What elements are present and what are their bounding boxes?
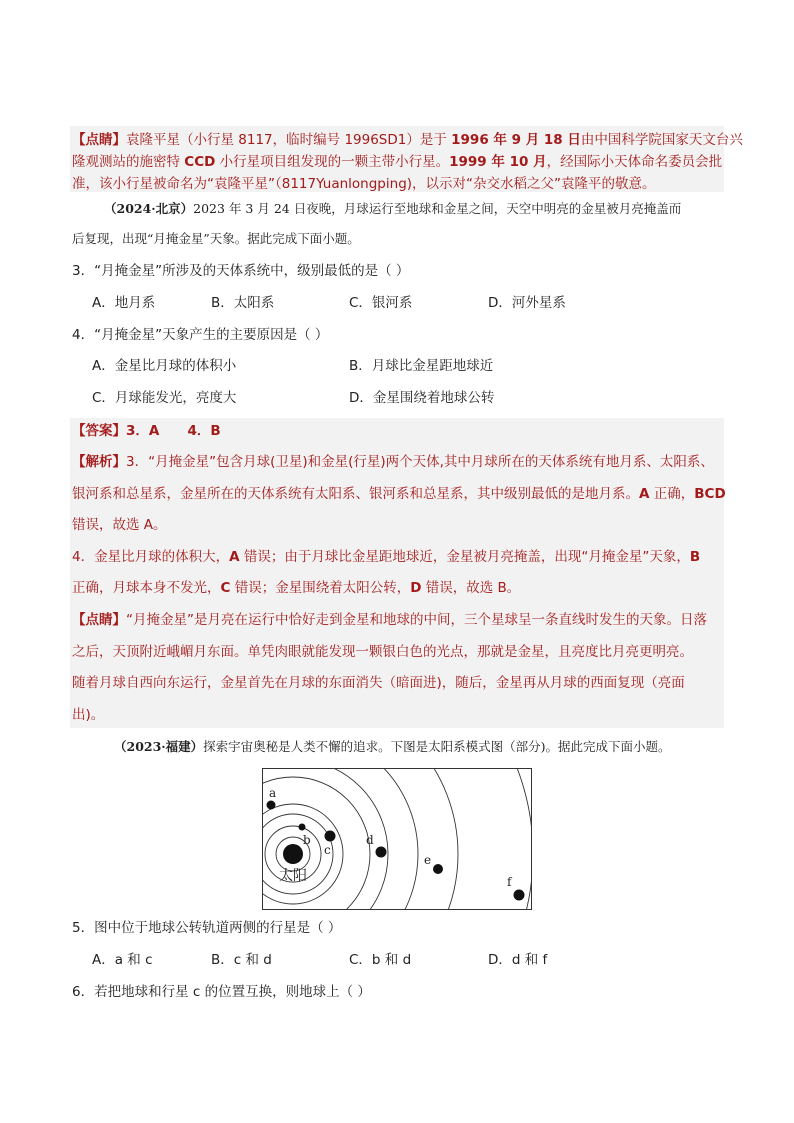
orbit-8 [262, 768, 458, 910]
q3-option-a[interactable]: A．地月系 [92, 295, 156, 311]
sun-label: 太阳 [279, 868, 307, 884]
note-1-line-1: 【点睛】袁隆平星（小行星 8117，临时编号 1996SD1）是于 1996 年 9 月 18 日由中国科学院国家天文台兴 [72, 132, 743, 148]
q3-option-d[interactable]: D．河外星系 [488, 295, 566, 311]
sun [283, 844, 303, 864]
analysis-line-5: 正确，月球本身不发光，C 错误；金星围绕着太阳公转，D 错误，故选 B。 [72, 580, 521, 596]
answer-tag: 【答案】 [72, 423, 126, 439]
analysis-line-4: 4．金星比月球的体积大，A 错误；由于月球比金星距地球近，金星被月亮掩盖，出现“月掩金星”天象，B [72, 549, 701, 565]
note-2-line-4: 出)。 [72, 707, 105, 723]
q4-option-d[interactable]: D．金星围绕着地球公转 [349, 390, 495, 406]
analysis-line-1: 【解析】3．“月掩金星”包含月球(卫星)和金星(行星)两个天体,其中月球所在的天体系统有地月系、太阳系、 [72, 454, 714, 470]
note-1-line-3: 准，该小行星被命名为“袁隆平星”（8117Yuanlongping)，以示对“杂交水稻之父”袁隆平的敬意。 [72, 176, 656, 192]
planet-e [433, 864, 443, 874]
source-tag: （2024·北京） [104, 201, 194, 216]
q5-option-c[interactable]: C．b 和 d [349, 952, 412, 968]
q4-option-a[interactable]: A．金星比月球的体积小 [92, 358, 237, 374]
planet-c-label: c [324, 843, 331, 857]
planet-b [299, 824, 306, 831]
q4-option-b[interactable]: B．月球比金星距地球近 [349, 358, 494, 374]
q3-option-b[interactable]: B．太阳系 [211, 295, 275, 311]
note-1-line-2: 隆观测站的施密特 CCD 小行星项目组发现的一颗主带小行星。1999 年 10 月，经国际小天体命名委员会批 [72, 154, 723, 170]
planet-f [514, 890, 525, 901]
note-2-line-1: 【点睛】“月掩金星”是月亮在运行中恰好走到金星和地球的中间，三个星球呈一条直线时发生的天象。日落 [72, 612, 707, 628]
intro-1-line-2: 后复现，出现“月掩金星”天象。据此完成下面小题。 [72, 231, 360, 246]
q3-option-c[interactable]: C．银河系 [349, 295, 413, 311]
planet-c [325, 831, 336, 842]
question-6: 6．若把地球和行星 c 的位置互换，则地球上（ ） [72, 984, 371, 1000]
question-3: 3．“月掩金星”所涉及的天体系统中，级别最低的是（ ） [72, 263, 410, 279]
orbit-5 [262, 777, 370, 910]
note-2-line-3: 随着月球自西向东运行，金星首先在月球的东面消失（暗面进)，随后，金星再从月球的西面复现（亮面 [72, 675, 685, 691]
q4-option-c[interactable]: C．月球能发光，亮度大 [92, 390, 237, 406]
question-5: 5．图中位于地球公转轨道两侧的行星是（ ） [72, 920, 342, 936]
analysis-tag: 【解析】 [72, 454, 126, 470]
note-tag: 【点睛】 [72, 132, 126, 148]
analysis-line-3: 错误，故选 A。 [72, 517, 167, 533]
planet-f-label: f [507, 875, 512, 889]
q5-option-a[interactable]: A．a 和 c [92, 952, 153, 968]
planet-a-label: a [269, 786, 277, 800]
planet-d-label: d [366, 833, 374, 847]
q5-option-b[interactable]: B．c 和 d [211, 952, 272, 968]
intro-2-line: （2023·福建）探索宇宙奥秘是人类不懈的追求。下图是太阳系模式图（部分)。据此完成下面小题。 [114, 739, 671, 754]
answer-line: 【答案】3．A 4．B [72, 423, 221, 439]
q5-option-d[interactable]: D．d 和 f [488, 952, 548, 968]
source-tag: （2023·福建） [114, 739, 204, 754]
note-2-line-2: 之后，天顶附近峨嵋月东面。单凭肉眼就能发现一颗银白色的光点，那就是金星，且亮度比月亮更明亮。 [72, 644, 693, 660]
planet-e-label: e [424, 853, 432, 867]
planet-d [376, 847, 387, 858]
solar-system-diagram [262, 768, 532, 910]
planet-b-label: b [303, 833, 311, 847]
analysis-line-2: 银河系和总星系，金星所在的天体系统有太阳系、银河系和总星系，其中级别最低的是地月系。A 正确，BCD [72, 486, 726, 502]
intro-1-line-1: （2024·北京）2023 年 3 月 24 日夜晚，月球运行至地球和金星之间，天空中明亮的金星被月亮掩盖而 [104, 201, 682, 216]
question-4: 4．“月掩金星”天象产生的主要原因是（ ） [72, 327, 329, 343]
note-tag: 【点睛】 [72, 612, 126, 628]
planet-a [267, 801, 276, 810]
